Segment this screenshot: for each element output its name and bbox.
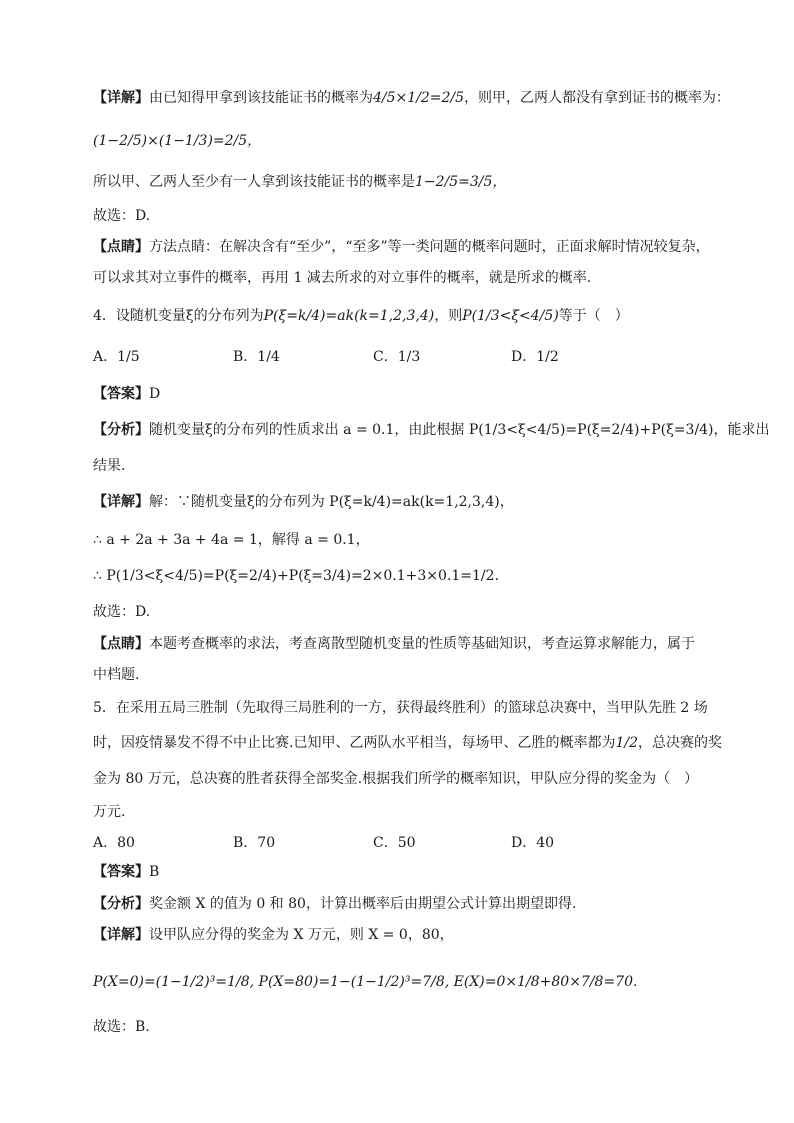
q3-detail-expr3: 1−2/5=3/5， bbox=[415, 174, 507, 190]
q5-detail-formula: P(X=0)=(1−1/2)³=1/8, P(X=80)=1−(1−1/2)³=7/8, E(X)=0×1/8+80×7/8=70. bbox=[93, 974, 638, 990]
q5-detail-line2 bbox=[93, 972, 637, 992]
q3-detail-formula2: (1−2/5)×(1−1/3)=2/5， bbox=[93, 133, 262, 149]
q4-choose: 故选：D. bbox=[93, 604, 151, 620]
q3-detail-line3 bbox=[93, 172, 506, 192]
q4-stem bbox=[93, 306, 629, 326]
q5-analysis bbox=[93, 894, 576, 914]
q4-option-d: D．1/2 bbox=[511, 349, 559, 365]
q4-answer-value: D bbox=[149, 386, 161, 402]
q4-point-text1: 本题考查概率的求法，考查离散型随机变量的性质等基础知识，考查运算求解能力，属于 bbox=[149, 636, 695, 652]
q5-detail-line1 bbox=[93, 925, 454, 945]
q4-point-label: 【点睛】 bbox=[93, 636, 149, 652]
q5-options bbox=[93, 832, 713, 852]
q3-detail-line2 bbox=[93, 131, 261, 151]
q4-option-a: A．1/5 bbox=[93, 349, 140, 365]
q4-analysis-line1 bbox=[93, 420, 770, 440]
q5-option-a: A．80 bbox=[93, 835, 135, 851]
q4-stem-expr1: P(ξ=k/4)=ak(k=1,2,3,4) bbox=[263, 308, 435, 324]
q5-stem-line3: 金为 80 万元，总决赛的胜者获得全部奖金.根据我们所学的概率知识，甲队应分得的奖金为（ ） bbox=[93, 771, 699, 787]
q4-options bbox=[93, 346, 713, 366]
q5-stem-line2-pre: 时，因疫情暴发不得不中止比赛.已知甲、乙两队水平相当，每场甲、乙胜的概率都为 bbox=[93, 735, 616, 751]
q5-stem-line2-post: ，总决赛的奖 bbox=[637, 735, 722, 751]
q4-option-c: C．1/3 bbox=[373, 349, 421, 365]
q3-detail-text-post: ，则甲，乙两人都没有拿到证书的概率为： bbox=[464, 90, 731, 106]
q5-stem-line2 bbox=[93, 733, 722, 753]
q4-stem-expr2: P(1/3<ξ<4/5) bbox=[462, 308, 559, 324]
q3-detail-label: 【详解】 bbox=[93, 90, 149, 106]
q5-answer bbox=[93, 862, 159, 882]
q5-detail-label: 【详解】 bbox=[93, 927, 149, 943]
q3-detail-line1 bbox=[93, 88, 730, 108]
q4-answer bbox=[93, 384, 160, 404]
q3-point-line1 bbox=[93, 237, 710, 257]
q5-analysis-text: 奖金额 X 的值为 0 和 80，计算出概率后由期望公式计算出期望即得. bbox=[149, 896, 577, 912]
q4-stem-post: 等于（ ） bbox=[558, 308, 629, 324]
q4-detail-line1 bbox=[93, 492, 514, 512]
q5-stem-line4: 万元. bbox=[93, 804, 126, 820]
q3-point-text1: 方法点睛：在解决含有“至少”，“至多”等一类问题的概率问题时，正面求解时情况较复杂， bbox=[149, 239, 710, 255]
q5-answer-label: 【答案】 bbox=[93, 864, 149, 880]
q4-stem-pre: 4．设随机变量ξ的分布列为 bbox=[93, 308, 264, 324]
q5-stem-line2-frac: 1/2 bbox=[615, 735, 638, 751]
q4-detail-line2: ∴ a + 2a + 3a + 4a = 1，解得 a = 0.1， bbox=[93, 532, 370, 548]
q5-analysis-label: 【分析】 bbox=[93, 896, 149, 912]
q5-detail-text1: 设甲队应分得的奖金为 X 万元，则 X = 0，80， bbox=[149, 927, 454, 943]
q4-option-b: B．1/4 bbox=[233, 349, 280, 365]
q4-analysis-text1: 随机变量ξ的分布列的性质求出 a = 0.1，由此根据 P(1/3<ξ<4/5)=P(ξ=2/4)+P(ξ=3/4)，能求出 bbox=[149, 422, 770, 438]
q5-answer-value: B bbox=[149, 864, 160, 880]
q4-point-line2: 中档题. bbox=[93, 667, 140, 683]
q4-analysis-label: 【分析】 bbox=[93, 422, 149, 438]
q5-choose: 故选：B. bbox=[93, 1019, 150, 1035]
q5-option-b: B．70 bbox=[233, 835, 276, 851]
q3-detail-text-pre: 由已知得甲拿到该技能证书的概率为 bbox=[149, 90, 373, 106]
q4-detail-label: 【详解】 bbox=[93, 494, 149, 510]
q4-point-line1 bbox=[93, 634, 695, 654]
q3-point-line2: 可以求其对立事件的概率，再用 1 减去所求的对立事件的概率，就是所求的概率. bbox=[93, 270, 592, 286]
q3-detail-expr: 4/5×1/2=2/5 bbox=[373, 90, 465, 106]
q3-choose: 故选：D. bbox=[93, 208, 151, 224]
q5-stem-line1: 5．在采用五局三胜制（先取得三局胜利的一方，获得最终胜利）的篮球总决赛中，当甲队先胜 2 场 bbox=[93, 700, 708, 716]
q4-answer-label: 【答案】 bbox=[93, 386, 149, 402]
q4-detail-line3: ∴ P(1/3<ξ<4/5)=P(ξ=2/4)+P(ξ=3/4)=2×0.1+3×0.1=1/2. bbox=[93, 568, 500, 584]
q3-point-label: 【点睛】 bbox=[93, 239, 149, 255]
q5-option-d: D．40 bbox=[511, 835, 555, 851]
q4-detail-text1: 解：∵随机变量ξ的分布列为 P(ξ=k/4)=ak(k=1,2,3,4)， bbox=[149, 494, 514, 510]
q4-stem-mid: ，则 bbox=[434, 308, 463, 324]
q4-analysis-line2: 结果. bbox=[93, 458, 126, 474]
q5-option-c: C．50 bbox=[373, 835, 416, 851]
q3-detail-text3: 所以甲、乙两人至少有一人拿到该技能证书的概率是 bbox=[93, 174, 415, 190]
